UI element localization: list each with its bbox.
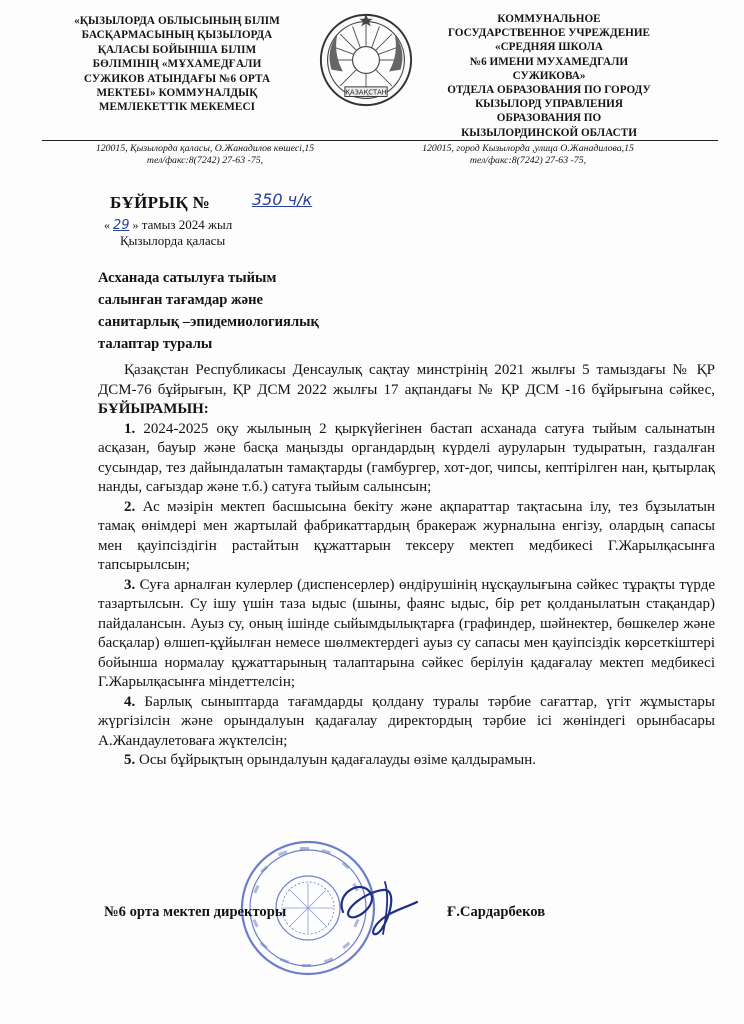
date-open-quote: « — [104, 218, 110, 232]
header-left-line: БАСҚАРМАСЫНЫҢ ҚЫЗЫЛОРДА — [81, 29, 273, 42]
subject-line: Асханада сатылуға тыйым — [98, 270, 277, 286]
order-city: Қызылорда қаласы — [120, 233, 226, 248]
header-right-line: СУЖИКОВА» — [512, 69, 586, 82]
date-close-quote: » — [132, 218, 139, 232]
item-text: 2024-2025 оқу жылының 2 қыркүйегінен бастап асханада сатуға тыйым салынатын асқазан, бауыр және басқа маңызды органдардың күрделі ауруларын тудыратын, газдалған сусындар, тез дайындалатын тамақтарды (гамбургер, хот-дог, чипсы, кептірілген нан, қытырлақ нанды, сағыздар және т.б.) сатуға тыйым салынсын; — [98, 420, 715, 495]
order-item-5 — [98, 751, 715, 771]
handwritten-signature-icon — [325, 872, 435, 942]
order-item-4 — [98, 693, 715, 752]
header-left-line: МЕКТЕБІ» КОММУНАЛДЫҚ — [96, 87, 258, 100]
order-item-3 — [98, 576, 715, 693]
order-title: БҰЙРЫҚ № — [110, 193, 210, 212]
date-day-handwritten: 29 — [113, 218, 130, 233]
header-right-line: №6 ИМЕНИ МУХАМЕДГАЛИ — [469, 55, 629, 68]
header-left-line: МЕМЛЕКЕТТІК МЕКЕМЕСІ — [98, 101, 256, 114]
decree-word: БҰЙЫРАМЫН: — [98, 401, 209, 417]
subject-line: салынған тағамдар және — [98, 292, 263, 308]
header-left-line: БӨЛІМІНІҢ «МҰХАМЕДҒАЛИ — [92, 58, 262, 71]
intro-text: Қазақстан Республикасы Денсаулық сақтау минстрінің 2021 жылғы 5 тамыздағы № ҚР ДСМ-76 бұйрығын, ҚР ДСМ 2022 жылғы 17 ақпандағы № ҚР ДСМ -16 бұйрығына сәйкес, — [98, 362, 715, 398]
header-left-address — [75, 143, 335, 167]
item-number: 3. — [124, 576, 136, 593]
header-right-line: КЫЗЫЛОРД УПРАВЛЕНИЯ — [475, 98, 623, 111]
header-left-line: «ҚЫЗЫЛОРДА ОБЛЫСЫНЫҢ БІЛІМ — [74, 15, 280, 27]
item-text: Ас мәзірін мектеп басшысына бекіту және ақпараттар тақтасына ілу, тез бұзылатын тамақ өнімдері мен жартылай фабрикаттардың бракераж журналына енгізу, олардың сапасы мен қауіпсіздігін растайтын құжаттарын тексеру мектеп медбикесі Г.Жарылқасынға тапсырылсын; — [98, 498, 715, 573]
header-divider — [42, 140, 718, 141]
subject-line: талаптар туралы — [98, 336, 213, 352]
item-text: Суға арналған кулерлер (диспенсерлер) өндірушінің нұсқаулығына сәйкес тұрақты түрде тазартылсын. Су ішу үшін таза ыдыс (шыны, фаянс ыдыс, бір рет қолданылатын стақандар) пайдалансын. Ауыз су, оның ішінде сыйымдылықтарға (графиндер, шәйнектер, бөшкелер және басқалар) өлшеп-құйылған немесе шөлмектердегі ауыз су сапасы мен қауіпсіздік көрсеткіштері бойынша нормалау құжаттарының талаптарына сәйкес берілуін қадағалау мектеп медбикесі Г.Жарылқасынға міндеттелсін; — [98, 576, 715, 690]
address-line: 120015, Қызылорда қаласы, О.Жанадилов көшесі,15 — [95, 143, 315, 154]
item-number: 1. — [124, 420, 136, 437]
order-item-1 — [98, 420, 715, 498]
order-number-handwritten: 350 ч/к — [252, 190, 313, 209]
address-line: тел/факс:8(7242) 27-63 -75, — [469, 155, 587, 166]
signatory-name: Ғ.Сардарбеков — [447, 904, 546, 920]
order-date — [104, 217, 232, 233]
header-left-line: ҚАЛАСЫ БОЙЫНША БІЛІМ — [97, 43, 257, 56]
item-number: 5. — [124, 752, 136, 768]
header-left-line: СУЖИКОВ АТЫНДАҒЫ №6 ОРТА — [83, 72, 271, 85]
header-right-line: КЫЗЫЛОРДИНСКОЙ ОБЛАСТИ — [461, 126, 637, 139]
header-right-line: ОБРАЗОВАНИЯ ПО — [496, 112, 602, 125]
header-right-organization — [420, 12, 678, 140]
item-text: Осы бұйрықтың орындалуын қадағалауды өзіме қалдырамын. — [139, 752, 536, 768]
header-right-line: ГОСУДАРСТВЕННОЕ УЧРЕЖДЕНИЕ — [447, 27, 651, 40]
address-line: тел/факс:8(7242) 27-63 -75, — [146, 155, 264, 166]
item-number: 4. — [124, 693, 136, 710]
intro-paragraph — [98, 361, 715, 420]
order-item-2 — [98, 498, 715, 576]
signatory-position: №6 орта мектеп директоры — [104, 904, 287, 920]
header-right-address — [378, 143, 678, 167]
item-text: Барлық сыныптарда тағамдарды қолдану туралы тәрбие сағаттар, үгіт жұмыстары жүргізілсін және орындалуын қадағалау директордың тәрбие ісі жөніндегі орынбасары А.Жандаулетоваға жүктелсін; — [98, 693, 715, 749]
item-number: 2. — [124, 498, 136, 515]
order-subject — [98, 267, 418, 355]
header-right-line: «СРЕДНЯЯ ШКОЛА — [494, 41, 603, 54]
order-body — [98, 361, 715, 771]
date-month-year: тамыз 2024 жыл — [141, 217, 233, 232]
header-left-organization — [52, 14, 302, 115]
header-right-line: ОТДЕЛА ОБРАЗОВАНИЯ ПО ГОРОДУ — [447, 84, 651, 97]
kazakhstan-state-emblem-icon — [318, 12, 414, 108]
emblem-ribbon-text: ҚАЗАҚСТАН — [345, 88, 387, 97]
header-right-line: КОММУНАЛЬНОЕ — [497, 13, 601, 25]
address-line: 120015, город Кызылорда ,улица О.Жанадилова,15 — [422, 143, 634, 154]
subject-line: санитарлық –эпидемиологиялық — [98, 314, 319, 330]
